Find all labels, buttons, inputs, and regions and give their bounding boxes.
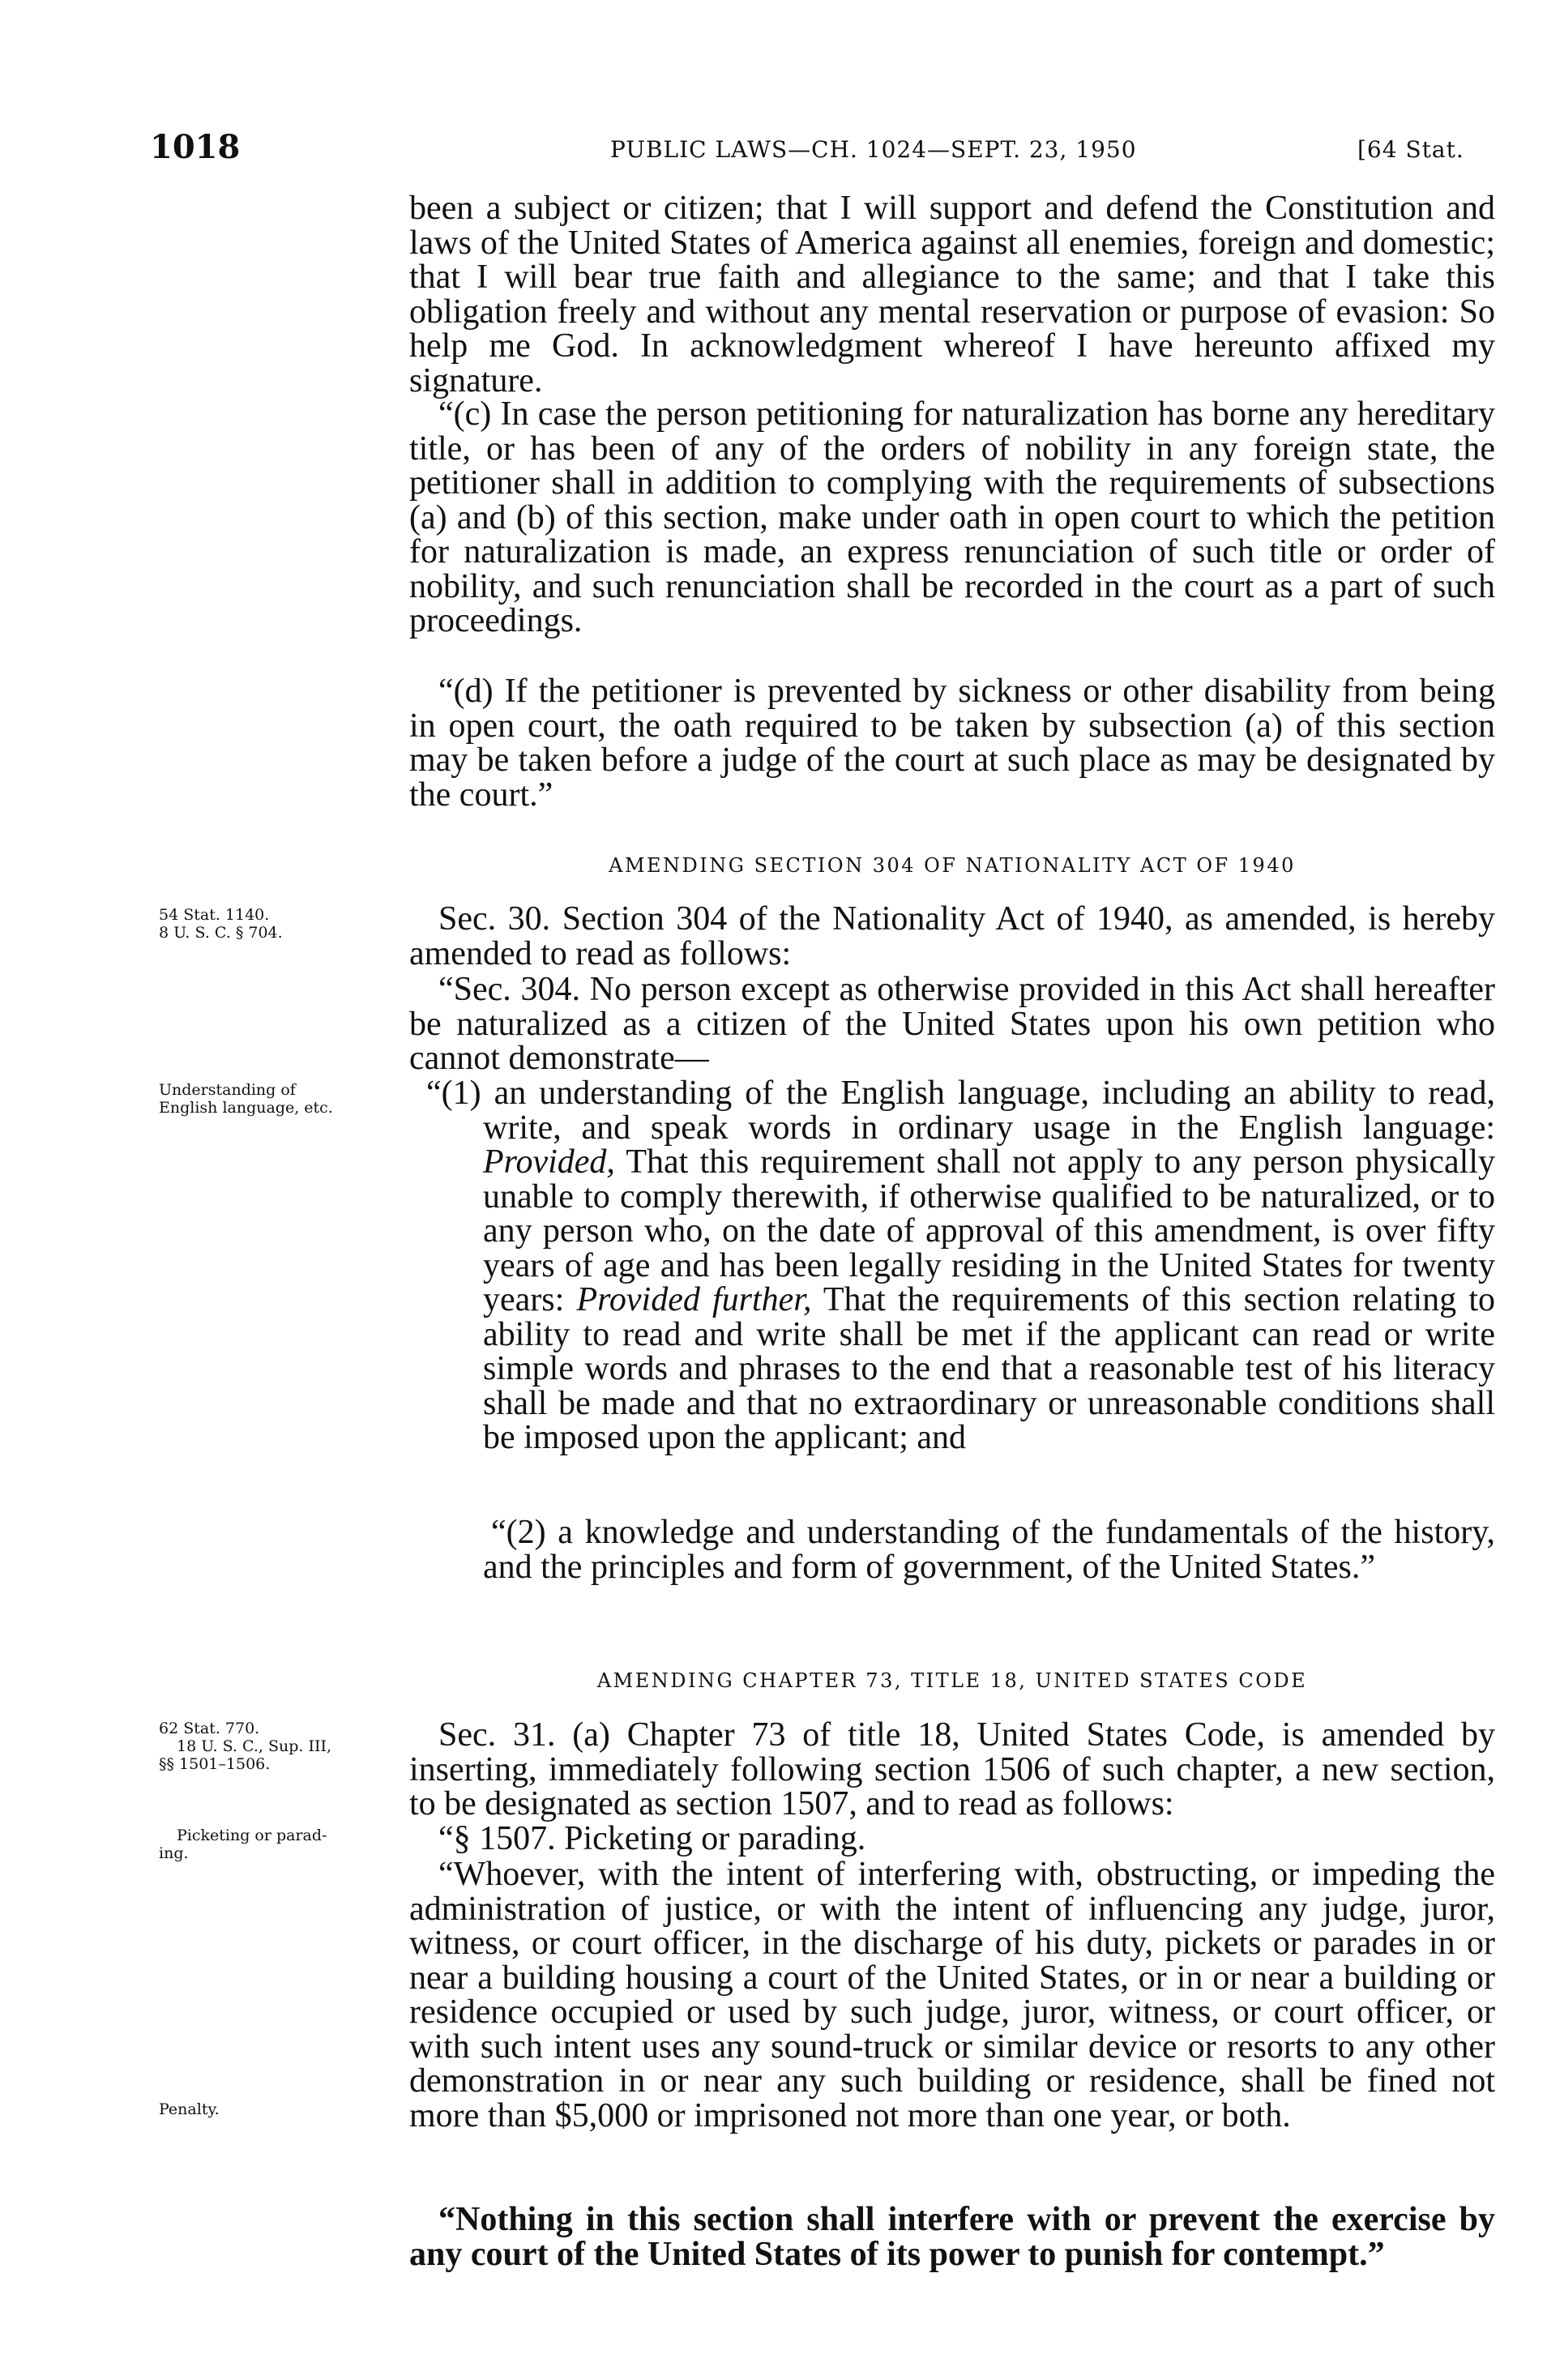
margin-note-line: 18 U. S. C., Sup. III, xyxy=(177,1737,332,1755)
margin-note-line: 62 Stat. 770. xyxy=(159,1720,260,1737)
subsection-d-paragraph: “(d) If the petitioner is prevented by sickness or other disability from being in open court, the oath required to be taken by subsection (a) of this section may be taken before a judge of the court at such place as may be designated by the court.” xyxy=(409,673,1495,814)
margin-note-line: 8 U. S. C. § 704. xyxy=(159,924,283,942)
margin-note-line: Penalty. xyxy=(159,2100,220,2118)
item-1-lead: “(1) an understanding of the English language, including an ability to read, write, and speak words in ordinary usage in the English language: xyxy=(426,1075,1495,1147)
section-heading-title-18: AMENDING CHAPTER 73, TITLE 18, UNITED STATES CODE xyxy=(596,1669,1308,1692)
margin-note-line: Picketing or parad- xyxy=(177,1827,327,1844)
oath-continuation-paragraph: been a subject or citizen; that I will support and defend the Constitution and laws of the United States of America against all enemies, foreign and domestic; that I will bear true faith and allegiance to the same; and that I take this obligation freely and without any mental reservation or purpose of evasion: So help me God. In acknowledgment whereof I have hereunto affixed my signature. xyxy=(409,190,1495,400)
item-1-tail: That the requirements of this section relating to ability to read and write shall be met if the applicant can read or write simple words and phrases to the end that a reasonable test of his literacy shall be made and that no extraordinary or unreasonable conditions shall be imposed upon the applicant; and xyxy=(483,1281,1495,1456)
margin-note-penalty xyxy=(159,2100,402,2118)
margin-note-line: English language, etc. xyxy=(159,1099,333,1117)
section-304-paragraph: “Sec. 304. No person except as otherwise provided in this Act shall hereafter be naturalized as a citizen of the United States upon his own petition who cannot demonstrate— xyxy=(409,971,1495,1077)
page-header xyxy=(150,128,1495,169)
margin-note-understanding-english xyxy=(159,1081,402,1117)
item-2-paragraph: “(2) a knowledge and understanding of the fundamentals of the history, and the principles and form of government, of the United States.” xyxy=(483,1514,1495,1586)
provided-further-emphasis: Provided further, xyxy=(576,1281,812,1318)
page-number: 1018 xyxy=(150,128,241,166)
running-head: PUBLIC LAWS—CH. 1024—SEPT. 23, 1950 xyxy=(610,136,1137,163)
volume-reference: [64 Stat. xyxy=(1357,136,1464,163)
margin-note-line: §§ 1501–1506. xyxy=(159,1755,271,1773)
margin-note-line: 54 Stat. 1140. xyxy=(159,906,270,924)
section-heading-nationality-act: AMENDING SECTION 304 OF NATIONALITY ACT OF 1940 xyxy=(609,854,1296,877)
provided-emphasis: Provided, xyxy=(483,1143,615,1181)
margin-note-line: Understanding of xyxy=(159,1081,296,1099)
contempt-paragraph: “Nothing in this section shall interfere with or prevent the exercise by any court of the United States of its power to punish for contempt.” xyxy=(409,2201,1495,2273)
section-30-paragraph: Sec. 30. Section 304 of the Nationality Act of 1940, as amended, is hereby amended to read as follows: xyxy=(409,900,1495,972)
subsection-c-paragraph: “(c) In case the person petitioning for naturalization has borne any hereditary title, or has been of any of the orders of nobility in any foreign state, the petitioner shall in addition to complying with the requirements of subsections (a) and (b) of this section, make under oath in open court to which the petition for naturalization is made, an express renunciation of such title or order of nobility, and such renunciation shall be recorded in the court as a part of such proceedings. xyxy=(409,395,1495,639)
margin-note-statute-citation xyxy=(159,906,402,942)
section-1507-paragraph: “Whoever, with the intent of interfering with, obstructing, or impeding the administration of justice, or with the intent of influencing any judge, juror, witness, or court officer, in the discharge of his duty, pickets or parades in or near a building housing a court of the United States, or in or near a building or residence occupied or used by such judge, juror, witness, or court officer, or with such intent uses any sound-truck or similar device or resorts to any other demonstration in or near any such building or residence, shall be fined not more than $5,000 or imprisoned not more than one year, or both. xyxy=(409,1856,1495,2134)
item-1-middle: That this requirement shall not apply to any person physically unable to comply therewith, if otherwise qualified to be naturalized, or to any person who, on the date of approval of this amendment, is over fifty years of age and has been legally residing in the United States for twenty years: xyxy=(483,1143,1495,1318)
margin-note-picketing xyxy=(159,1827,402,1862)
margin-note-code-citation xyxy=(159,1720,402,1773)
item-1-paragraph xyxy=(426,1075,1495,1456)
margin-note-line: ing. xyxy=(159,1844,189,1862)
section-1507-title: “§ 1507. Picketing or parading. xyxy=(438,1820,866,1857)
section-31-paragraph: Sec. 31. (a) Chapter 73 of title 18, United States Code, is amended by inserting, immediately following section 1506 of such chapter, a new section, to be designated as section 1507, and to read as follows: xyxy=(409,1716,1495,1822)
